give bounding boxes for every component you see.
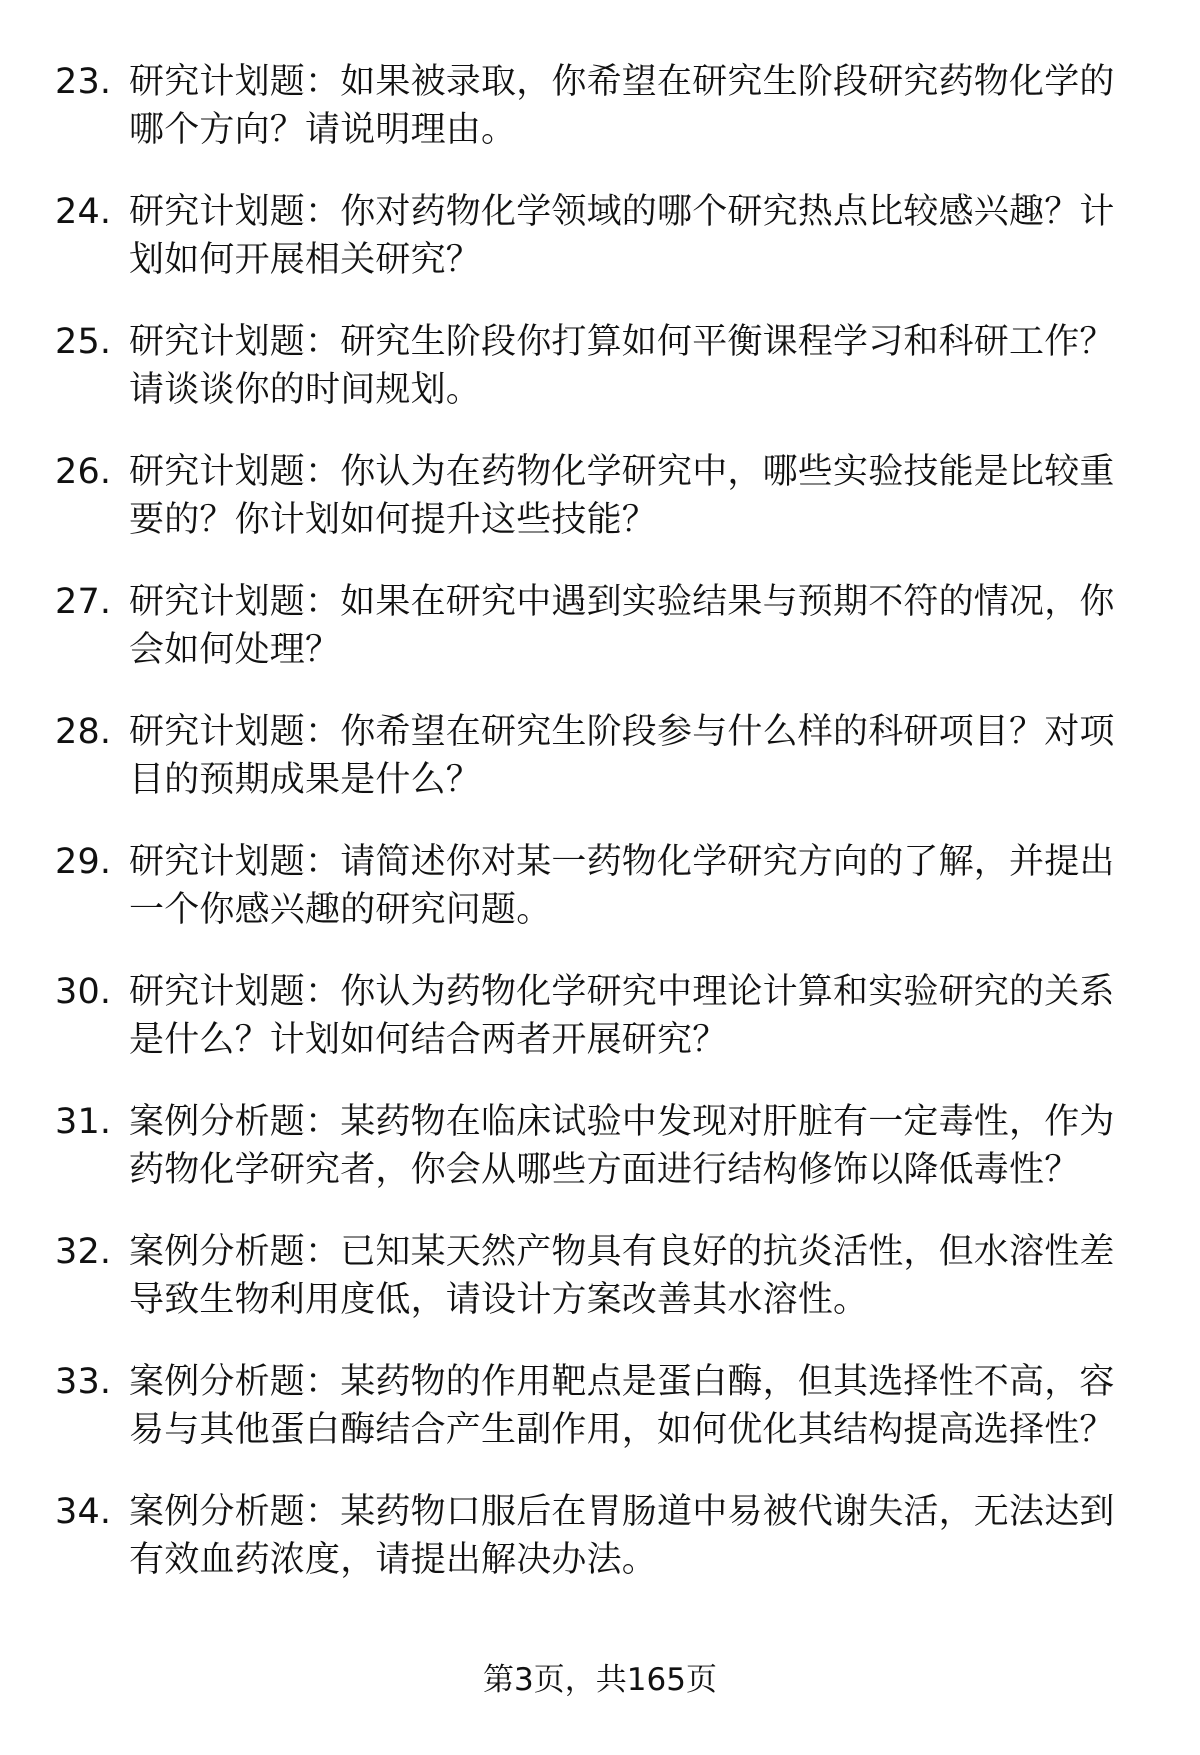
question-item xyxy=(55,968,1145,1098)
question-item xyxy=(55,838,1145,968)
question-item xyxy=(55,1228,1145,1358)
question-number: 28. xyxy=(55,712,112,752)
question-number: 23. xyxy=(55,62,112,102)
question-item xyxy=(55,1098,1145,1228)
question-text: 研究计划题：如果在研究中遇到实验结果与预期不符的情况，你会如何处理？ xyxy=(129,582,1115,670)
question-text: 研究计划题：请简述你对某一药物化学研究方向的了解，并提出一个你感兴趣的研究问题。 xyxy=(129,842,1115,930)
question-number: 27. xyxy=(55,582,112,622)
question-text: 研究计划题：研究生阶段你打算如何平衡课程学习和科研工作？请谈谈你的时间规划。 xyxy=(129,322,1115,410)
question-item xyxy=(55,1488,1145,1618)
question-text: 案例分析题：某药物在临床试验中发现对肝脏有一定毒性，作为药物化学研究者，你会从哪些方面进行结构修饰以降低毒性？ xyxy=(129,1102,1115,1190)
question-item xyxy=(55,58,1145,188)
question-number: 34. xyxy=(55,1492,112,1532)
question-text: 研究计划题：你认为药物化学研究中理论计算和实验研究的关系是什么？计划如何结合两者开展研究？ xyxy=(129,972,1115,1060)
question-number: 24. xyxy=(55,192,112,232)
question-text: 研究计划题：你对药物化学领域的哪个研究热点比较感兴趣？计划如何开展相关研究？ xyxy=(129,192,1115,280)
question-item xyxy=(55,188,1145,318)
page-number-footer: 第3页，共165页 xyxy=(483,1662,717,1698)
question-item xyxy=(55,448,1145,578)
question-number: 26. xyxy=(55,452,112,492)
question-item xyxy=(55,578,1145,708)
question-number: 25. xyxy=(55,322,112,362)
question-text: 案例分析题：某药物口服后在胃肠道中易被代谢失活，无法达到有效血药浓度，请提出解决办法。 xyxy=(129,1492,1115,1580)
question-number: 30. xyxy=(55,972,112,1012)
question-text: 案例分析题：已知某天然产物具有良好的抗炎活性，但水溶性差导致生物利用度低，请设计方案改善其水溶性。 xyxy=(129,1232,1115,1320)
question-text: 研究计划题：如果被录取，你希望在研究生阶段研究药物化学的哪个方向？请说明理由。 xyxy=(129,62,1115,150)
question-item xyxy=(55,708,1145,838)
question-text: 研究计划题：你希望在研究生阶段参与什么样的科研项目？对项目的预期成果是什么？ xyxy=(129,712,1115,800)
question-text: 案例分析题：某药物的作用靶点是蛋白酶，但其选择性不高，容易与其他蛋白酶结合产生副作用，如何优化其结构提高选择性？ xyxy=(129,1362,1115,1450)
question-text: 研究计划题：你认为在药物化学研究中，哪些实验技能是比较重要的？你计划如何提升这些技能？ xyxy=(129,452,1115,540)
question-item xyxy=(55,1358,1145,1488)
question-number: 29. xyxy=(55,842,112,882)
question-number: 31. xyxy=(55,1102,112,1142)
question-number: 32. xyxy=(55,1232,112,1272)
question-item xyxy=(55,318,1145,448)
question-number: 33. xyxy=(55,1362,112,1402)
question-list xyxy=(55,58,1145,1618)
